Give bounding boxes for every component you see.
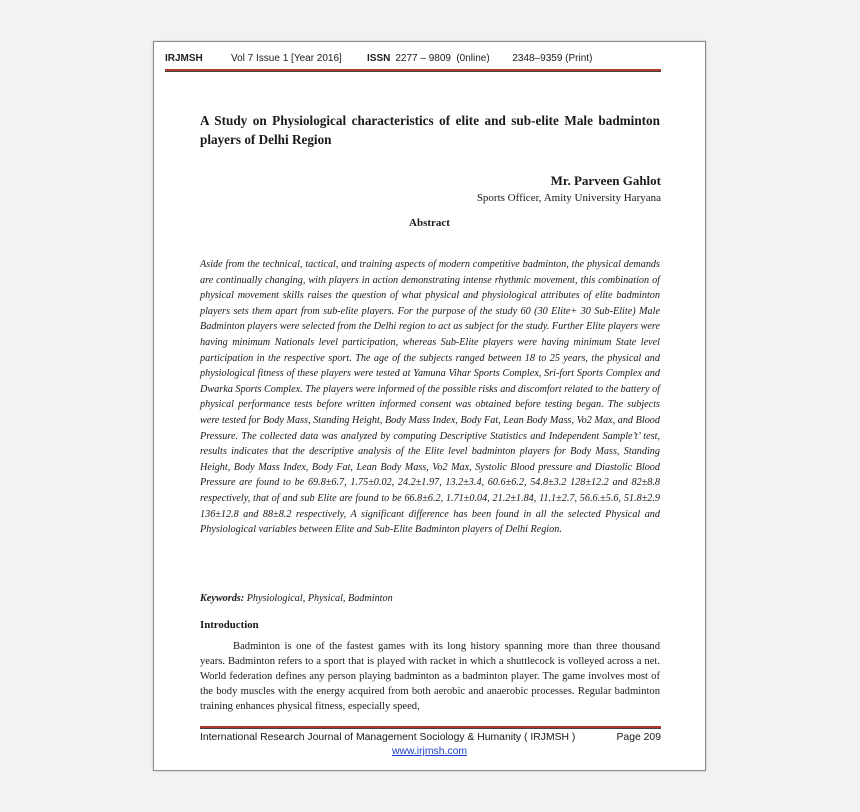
header-rule (165, 69, 661, 72)
volume-issue: Vol 7 Issue 1 [Year 2016] (231, 53, 342, 64)
online-label: (0nline) (456, 53, 490, 64)
keywords-list: Physiological, Physical, Badminton (246, 593, 393, 604)
paper-title: A Study on Physiological characteristics of elite and sub-elite Male badminton players of Delhi Region (200, 113, 660, 147)
footer-journal-name: International Research Journal of Management Sociology & Humanity ( IRJMSH ) (200, 732, 576, 743)
journal-website-link[interactable]: www.irjmsh.com (391, 746, 468, 757)
issn-label: ISSN (367, 53, 391, 64)
paper-page (153, 41, 706, 771)
introduction-text: Badminton is one of the fastest games with its long history spanning more than three thousand years. Badminton refers to a sport that is played with racket in which a shuttlecock is volleyed across a net. World federation defines any person playing badminton as a badminton player. The game involves most of the body muscles with the energy acquired from both aerobic and anaerobic processes. Regular badminton training enhances physical fitness, especially speed, (200, 641, 660, 712)
abstract-text: Aside from the technical, tactical, and training aspects of modern competitive badminton, the physical demands are continually changing, with players in action demonstrating intense rhythmic movement, this combination of physical movement skills raises the question of what physical and physiological attributes of elite badminton players sets them apart from sub-elite players. For the purpose of the study 60 (30 Elite+ 30 Sub-Elite) Male Badminton players were selected from the Delhi region to act as subject for the study. Further Elite players were having minimum Nationals level participation, whereas Sub-Elite players were having minimum State level participation in the respective sport. The age of the subjects ranged between 18 to 25 years, the physical and physiological fitness of these players were tested at Yamuna Vihar Sports Complex, Sri-fort Sports Complex and Dwarka Sports Complex. The players were informed of the possible risks and discomfort related to the battery of physical performance tests before written informed consent was obtained before testing began. The subjects were tested for Body Mass, Standing Height, Body Mass Index, Body Fat, Lean Body Mass, Vo2 Max, and Blood Pressure. The collected data was analyzed by computing Descriptive Statistics and Independent Sample’t’ test, results indicates that the descriptive analysis of the Elite level badminton players for Body Mass, Standing Height, Body Mass Index, Body Fat, Lean Body Mass, Vo2 Max, Systolic Blood pressure and Diastolic Blood Pressure are found to be 69.8±6.7, 1.75±0.02, 24.2±1.97, 13.2±3.4, 60.6±6.2, 54.8±3.2 128±12.2 and 82±8.8 respectively, that of and sub Elite are found to be 66.8±6.2, 1.71±0.04, 21.2±1.84, 11.1±2.7, 56.6.±5.6, 51.8±2.9 136±12.8 and 88±8.2 respectively, A significant difference has been found in all the selected Physical and Physiological variables between Elite and Sub-Elite Badminton players of Delhi Region. (200, 259, 660, 536)
keywords-label: Keywords: (200, 593, 245, 604)
issn-online-number: 2277 – 9809 (395, 53, 451, 64)
page-number: Page 209 (616, 732, 661, 743)
issn-print: 2348–9359 (Print) (512, 53, 593, 64)
introduction-heading: Introduction (200, 619, 259, 631)
keywords-line (200, 593, 660, 604)
footer-rule (200, 726, 661, 729)
running-footer (200, 732, 661, 743)
running-header (165, 53, 661, 64)
author-affiliation: Sports Officer, Amity University Haryana (476, 192, 661, 204)
author-name: Mr. Parveen Gahlot (550, 173, 661, 188)
abstract-heading: Abstract (409, 217, 450, 229)
journal-abbrev: IRJMSH (165, 53, 203, 64)
